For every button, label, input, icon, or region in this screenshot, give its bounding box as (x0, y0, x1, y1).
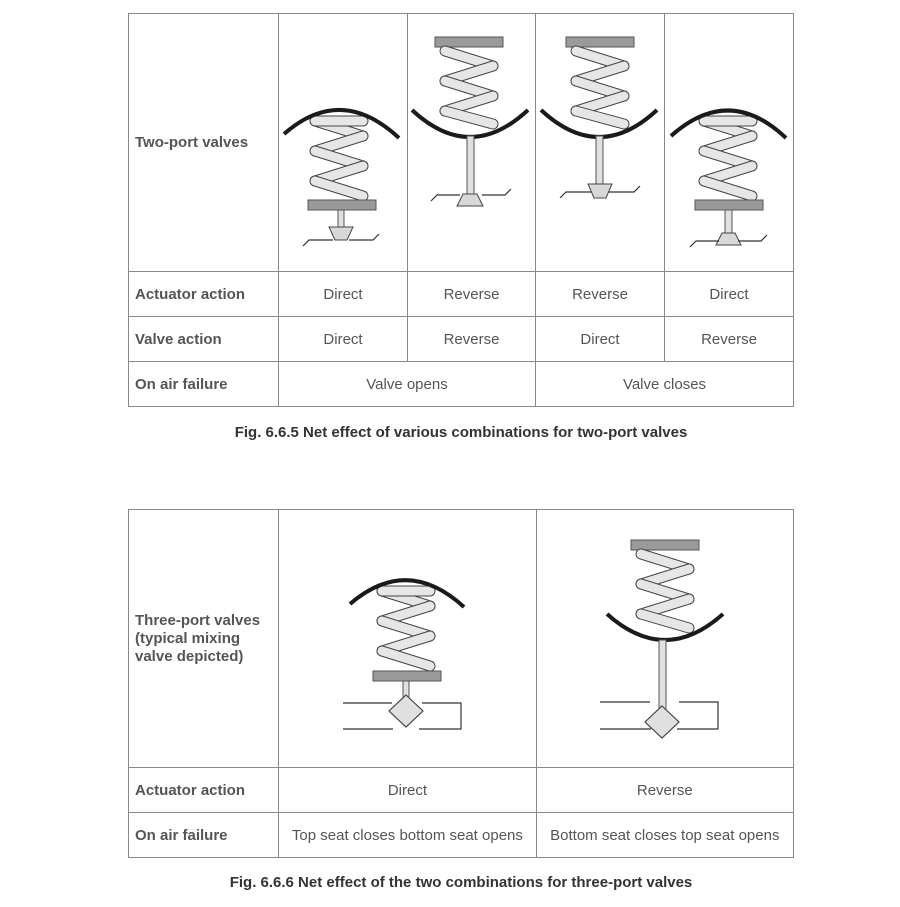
valve-seat-right-icon (609, 186, 640, 192)
actuator-action-cell: Direct (279, 768, 536, 813)
valve-action-cell: Direct (536, 317, 665, 362)
port-right-icon (677, 702, 718, 729)
actuator-action-cell: Direct (279, 272, 408, 317)
diagram-cell-2 (536, 510, 793, 768)
row-header-on-air-failure: On air failure (129, 813, 279, 858)
row-header-actuator-action: Actuator action (129, 272, 279, 317)
two-port-direct-direct-diagram (279, 14, 408, 271)
plate-icon (631, 540, 699, 550)
spring-icon (641, 554, 689, 628)
three-port-plug-icon (645, 706, 679, 738)
diagram-cell-2 (408, 14, 536, 272)
row-header-valve-action: Valve action (129, 317, 279, 362)
two-port-reverse-reverse-diagram (408, 14, 536, 271)
valve-action-cell: Direct (279, 317, 408, 362)
valve-plug-icon (329, 227, 353, 240)
diagram-cell-3 (536, 14, 665, 272)
figure-caption: Fig. 6.6.5 Net effect of various combinations for two-port valves (234, 424, 688, 441)
port-left-icon (600, 702, 651, 729)
spring-icon (576, 51, 624, 124)
spring-icon (382, 591, 430, 666)
actuator-action-cell: Direct (665, 272, 794, 317)
three-port-reverse-diagram (537, 510, 793, 767)
port-right-icon (419, 703, 461, 729)
spring-icon (704, 121, 752, 196)
valve-seat-right-icon (349, 234, 379, 240)
three-port-direct-diagram (279, 510, 535, 767)
row-header-on-air-failure: On air failure (129, 362, 279, 407)
spring-icon (445, 51, 493, 124)
stem-icon (338, 210, 344, 227)
stem-icon (467, 136, 474, 194)
on-air-failure-cell: Valve closes (536, 362, 794, 407)
actuator-action-cell: Reverse (408, 272, 536, 317)
valve-plug-icon (716, 233, 741, 245)
valve-seat-right-icon (482, 189, 511, 195)
plate-icon (435, 37, 503, 47)
two-port-reverse-direct-diagram (536, 14, 665, 271)
on-air-failure-cell: Bottom seat closes top seat opens (536, 813, 793, 858)
valve-action-cell: Reverse (408, 317, 536, 362)
row-header-three-port-valves: Three-port valves (typical mixing valve depicted) (129, 510, 279, 768)
valve-seat-left-icon (690, 241, 719, 247)
valve-seat-right-icon (738, 235, 767, 241)
actuator-action-cell: Reverse (536, 272, 665, 317)
stem-icon (725, 210, 732, 233)
row-header-actuator-action: Actuator action (129, 768, 279, 813)
valve-seat-left-icon (560, 192, 591, 198)
actuator-action-cell: Reverse (536, 768, 793, 813)
valve-plug-icon (457, 194, 483, 206)
diagram-cell-4 (665, 14, 794, 272)
diagram-cell-1 (279, 14, 408, 272)
valve-seat-left-icon (303, 240, 333, 246)
on-air-failure-cell: Top seat closes bottom seat opens (279, 813, 536, 858)
two-port-direct-reverse-diagram (665, 14, 794, 271)
plate-icon (695, 200, 763, 210)
two-port-valve-table (128, 13, 794, 407)
plate-icon (373, 671, 441, 681)
on-air-failure-cell: Valve opens (279, 362, 536, 407)
figure-caption: Fig. 6.6.6 Net effect of the two combinations for three-port valves (229, 874, 693, 891)
stem-icon (659, 640, 666, 710)
valve-plug-icon (588, 184, 612, 198)
row-header-two-port-valves: Two-port valves (129, 14, 279, 272)
three-port-plug-icon (389, 695, 423, 727)
three-port-valve-table (128, 509, 794, 858)
valve-action-cell: Reverse (665, 317, 794, 362)
port-left-icon (343, 703, 393, 729)
valve-seat-left-icon (431, 195, 460, 201)
spring-icon (315, 121, 363, 196)
plate-icon (566, 37, 634, 47)
diagram-cell-1 (279, 510, 536, 768)
stem-icon (596, 136, 603, 184)
plate-icon (308, 200, 376, 210)
